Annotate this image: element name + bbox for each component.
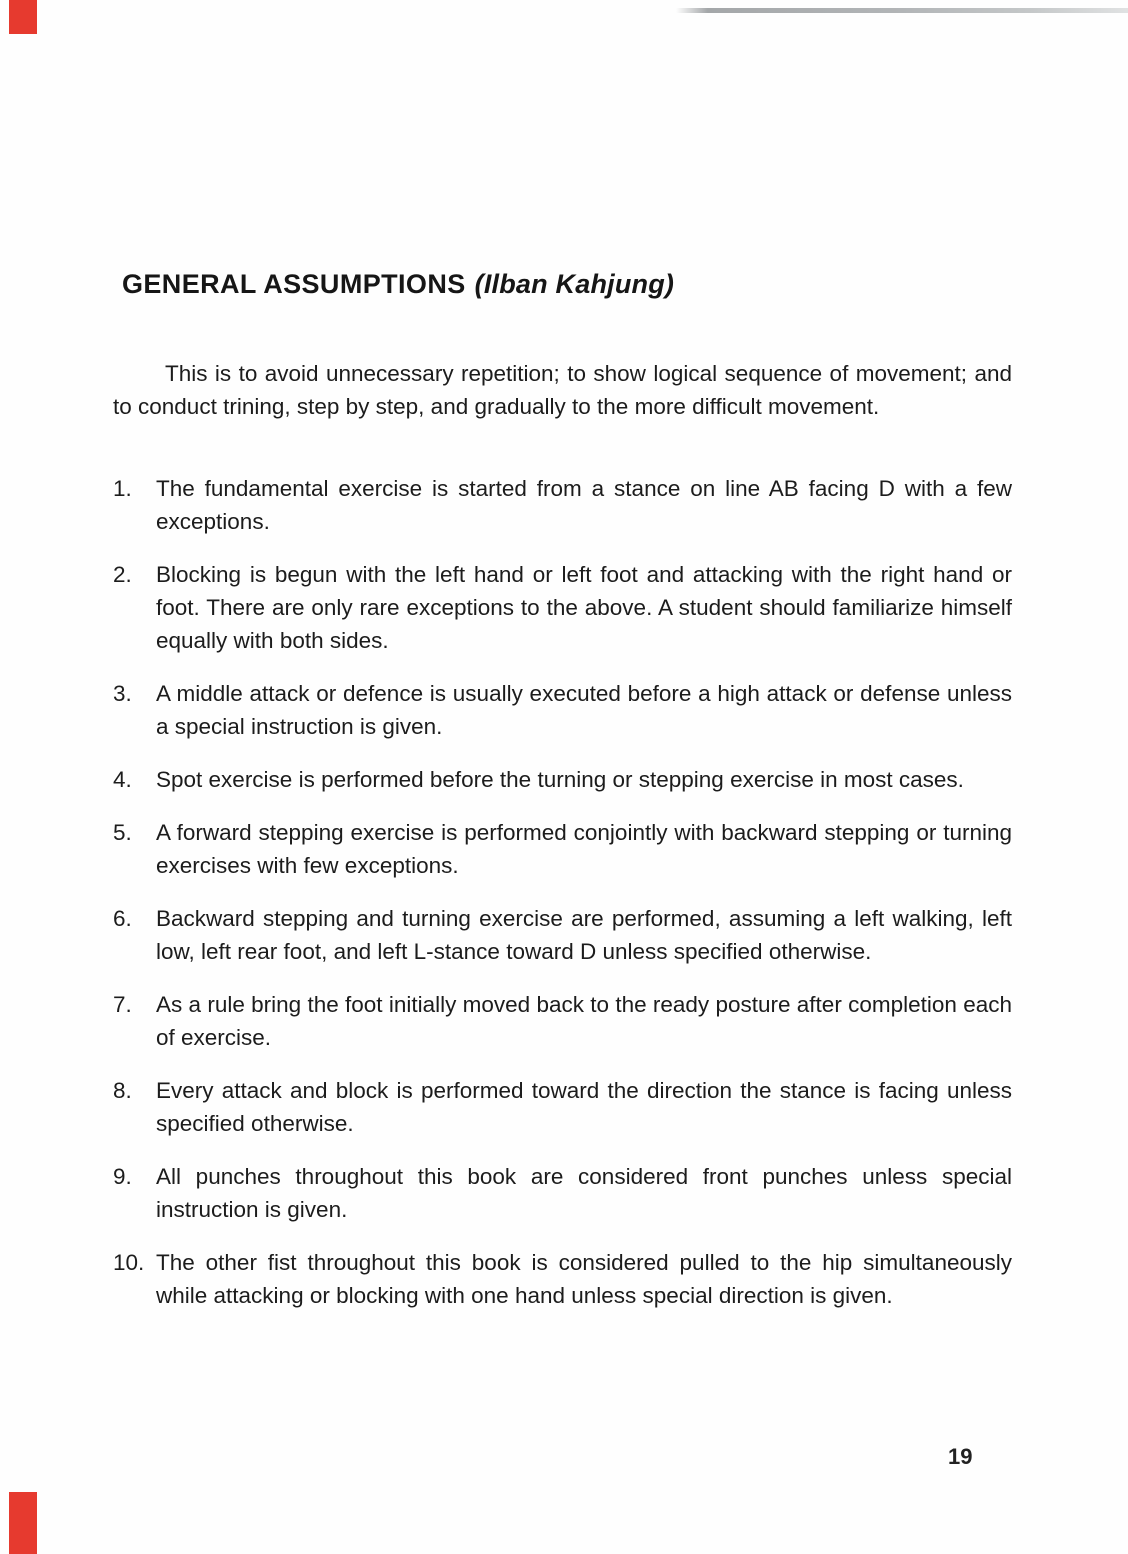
- list-item: [113, 816, 1012, 882]
- list-item: [113, 677, 1012, 743]
- item-text: The fundamental exercise is started from a stance on line AB facing D with a few exceptions.: [156, 476, 1012, 534]
- item-text: Spot exercise is performed before the turning or stepping exercise in most cases.: [156, 767, 964, 792]
- item-text: The other fist throughout this book is considered pulled to the hip simultaneously while attacking or blocking with one hand unless special direction is given.: [156, 1250, 1012, 1308]
- scan-artifact-red-mark-bottom: [9, 1492, 37, 1554]
- item-text: All punches throughout this book are considered front punches unless special instruction is given.: [156, 1164, 1012, 1222]
- list-item: [113, 763, 1012, 796]
- list-item: [113, 558, 1012, 657]
- item-number: 1.: [113, 476, 132, 501]
- page-title-main: GENERAL ASSUMPTIONS: [122, 269, 466, 299]
- item-number: 10.: [113, 1250, 145, 1275]
- item-number: 3.: [113, 681, 132, 706]
- list-item: [113, 1246, 1012, 1312]
- list-item: [113, 902, 1012, 968]
- scan-artifact-gray-line: [676, 8, 1128, 13]
- list-item: [113, 1074, 1012, 1140]
- assumptions-list: [113, 472, 1012, 1332]
- item-number: 2.: [113, 562, 132, 587]
- list-item: [113, 988, 1012, 1054]
- scan-artifact-red-mark-top: [9, 0, 37, 34]
- item-text: Backward stepping and turning exercise are performed, assuming a left walking, left low, left rear foot, and left L-stance toward D unless specified otherwise.: [156, 906, 1012, 964]
- item-number: 9.: [113, 1164, 132, 1189]
- page-number: 19: [948, 1444, 973, 1469]
- item-text: Blocking is begun with the left hand or left foot and attacking with the right hand or foot. There are only rare exceptions to the above. A student should familiarize himself equally with both sides.: [156, 562, 1012, 653]
- page-title: [122, 269, 674, 300]
- item-text: A forward stepping exercise is performed conjointly with backward stepping or turning exercises with few exceptions.: [156, 820, 1012, 878]
- item-number: 6.: [113, 906, 132, 931]
- page-title-subtitle: (Ilban Kahjung): [474, 269, 675, 299]
- item-text: Every attack and block is performed toward the direction the stance is facing unless specified otherwise.: [156, 1078, 1012, 1136]
- item-number: 8.: [113, 1078, 132, 1103]
- item-number: 4.: [113, 767, 132, 792]
- item-text: A middle attack or defence is usually executed before a high attack or defense unless a special instruction is given.: [156, 681, 1012, 739]
- item-text: As a rule bring the foot initially moved back to the ready posture after completion each of exercise.: [156, 992, 1012, 1050]
- item-number: 5.: [113, 820, 132, 845]
- list-item: [113, 472, 1012, 538]
- item-number: 7.: [113, 992, 132, 1017]
- intro-paragraph: This is to avoid unnecessary repetition; to show logical sequence of movement; and to conduct trining, step by step, and gradually to the more difficult movement.: [113, 361, 1012, 419]
- list-item: [113, 1160, 1012, 1226]
